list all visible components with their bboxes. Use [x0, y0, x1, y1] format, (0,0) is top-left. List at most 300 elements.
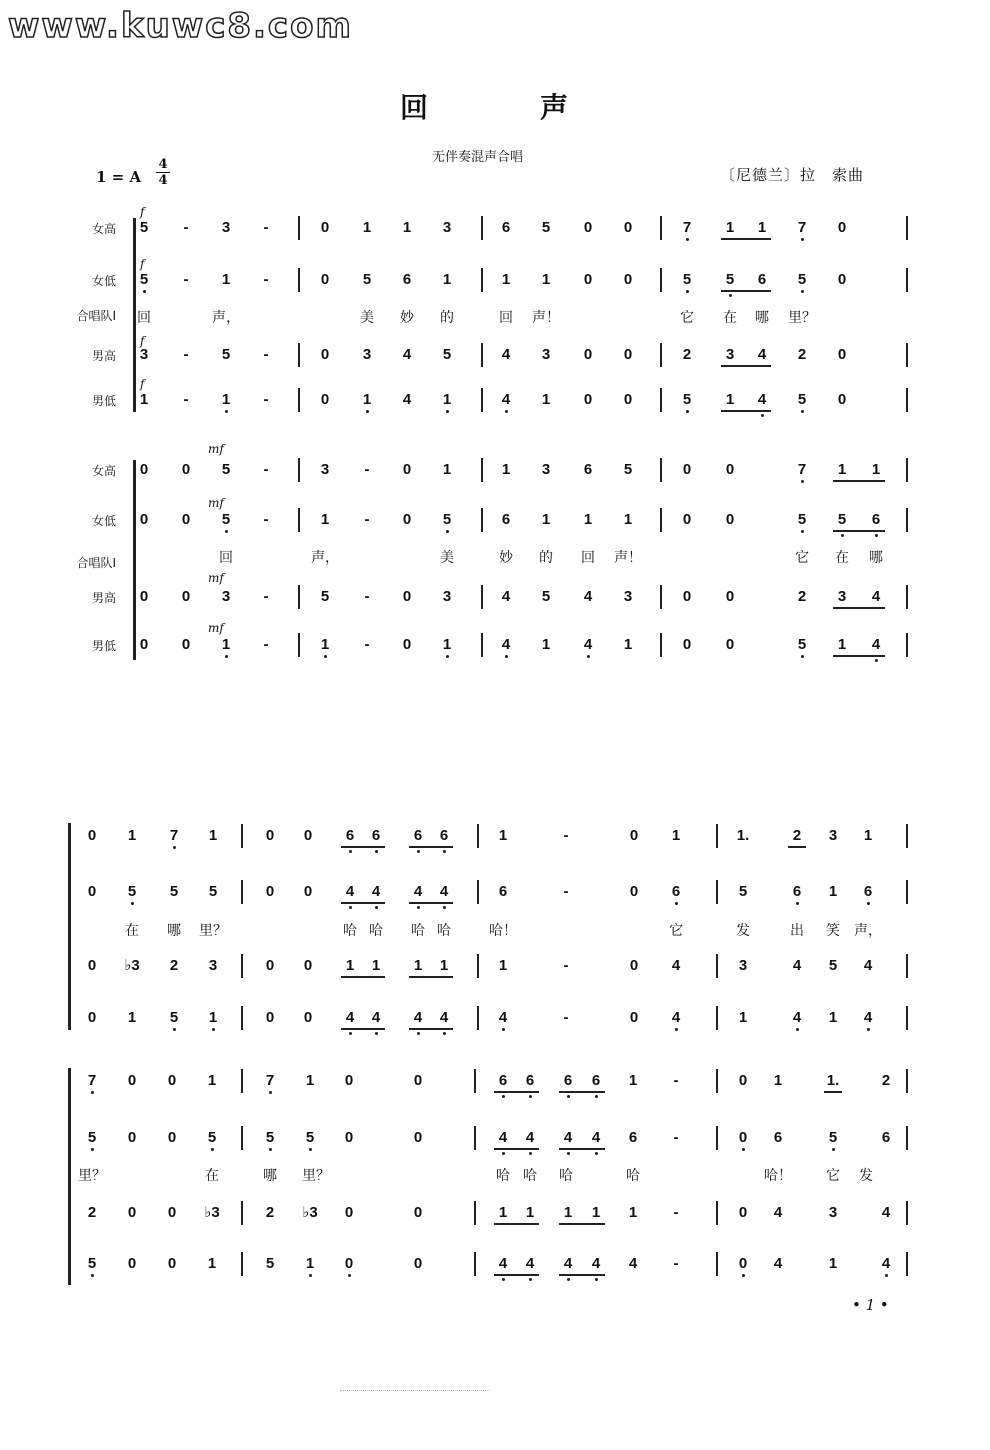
system-3-lyric: 哈 [411, 922, 425, 938]
system-4-note: 4 [525, 1129, 535, 1146]
system-1-lyric: 声， [212, 309, 240, 325]
system-1-note: 6 [501, 219, 511, 236]
system-2-note: 7 [797, 461, 807, 478]
system-3-lyric: 它 [669, 922, 683, 938]
system-4-note: ♭3 [302, 1204, 318, 1221]
system-1-note: - [263, 346, 269, 363]
system-2-note: 1 [501, 461, 511, 478]
system-3-lyric: 出 [790, 922, 804, 938]
system-3-note: 1 [371, 957, 381, 974]
system-3-note: 1 [828, 883, 838, 900]
system-3-note: 1 [208, 827, 218, 844]
system-3-octave-dot [443, 1032, 446, 1035]
system-3-note: 0 [303, 957, 313, 974]
system-3-note: - [563, 957, 569, 974]
system-3-octave-dot [349, 850, 352, 853]
system-4-note: ♭3 [204, 1204, 220, 1221]
system-4-note: 4 [628, 1255, 638, 1272]
system-1-note: 1 [757, 219, 767, 236]
system-2-note: 3 [221, 588, 231, 605]
system-2-note: 1 [871, 461, 881, 478]
system-4-note: 1. [826, 1072, 840, 1089]
system-4-note: 5 [265, 1255, 275, 1272]
system-3-octave-dot [417, 850, 420, 853]
system-1-note: 4 [501, 391, 511, 408]
system-1-note: 0 [837, 271, 847, 288]
system-1-dynamic-3: f [140, 377, 145, 391]
system-4-note: 4 [881, 1204, 891, 1221]
system-2-note: 0 [682, 461, 692, 478]
system-1-lyric: 回 [499, 309, 513, 325]
system-2-note: 0 [181, 588, 191, 605]
system-2-note: - [263, 461, 269, 478]
system-3-lyric: 声， [854, 922, 882, 938]
system-1-note: 7 [797, 219, 807, 236]
system-4-octave-dot [211, 1148, 214, 1151]
system-2-note: - [263, 588, 269, 605]
system-3-barline [906, 954, 908, 978]
system-4-note: 0 [413, 1129, 423, 1146]
system-4-note: 1 [628, 1204, 638, 1221]
system-2-note: 6 [871, 511, 881, 528]
system-4-octave-dot [91, 1148, 94, 1151]
system-2-barline [660, 458, 662, 482]
system-1-barline [481, 388, 483, 412]
system-2-note: 1 [583, 511, 593, 528]
system-3-note: 6 [863, 883, 873, 900]
system-2-octave-dot [225, 530, 228, 533]
system-4-beam [559, 1091, 605, 1093]
system-4-octave-dot [309, 1274, 312, 1277]
system-2-lyric: 回 [581, 549, 595, 565]
system-1-note: 0 [623, 391, 633, 408]
system-2-note: 1 [221, 636, 231, 653]
system-3-note: 5 [208, 883, 218, 900]
system-3-note: 1 [738, 1009, 748, 1026]
system-1-octave-dot [446, 410, 449, 413]
system-4-note: 0 [738, 1072, 748, 1089]
system-3-barline [477, 880, 479, 904]
system-3-octave-dot [131, 902, 134, 905]
system-3-note: 6 [413, 827, 423, 844]
system-1-barline [481, 343, 483, 367]
system-4-note: 1 [828, 1255, 838, 1272]
system-2-lyric: 哪 [869, 549, 883, 565]
system-4-octave-dot [91, 1091, 94, 1094]
system-3-note: 5 [828, 957, 838, 974]
system-4-lyric: 里？ [78, 1167, 106, 1183]
system-1-note: 0 [583, 391, 593, 408]
system-3-lyric: 里？ [199, 922, 227, 938]
system-4-note: 0 [167, 1204, 177, 1221]
system-4-note: 0 [413, 1072, 423, 1089]
system-3-note: - [563, 1009, 569, 1026]
system-4-note: 0 [344, 1129, 354, 1146]
system-3-note: 1 [671, 827, 681, 844]
system-2-note: 3 [623, 588, 633, 605]
system-2-barline [481, 508, 483, 532]
system-3-barline [241, 880, 243, 904]
system-4-barline [906, 1201, 908, 1225]
system-4-octave-dot [348, 1274, 351, 1277]
system-3-note: 1 [828, 1009, 838, 1026]
system-3-octave-dot [417, 1032, 420, 1035]
system-1-note: - [183, 219, 189, 236]
time-signature-bottom: 4 [156, 172, 170, 188]
system-3-barline [906, 880, 908, 904]
system-1-note: - [263, 391, 269, 408]
system-1-note: 5 [797, 271, 807, 288]
system-3-note: 0 [87, 883, 97, 900]
system-2-note: 3 [837, 588, 847, 605]
system-4-lyric: 哈 [626, 1167, 640, 1183]
system-2-note: 5 [442, 511, 452, 528]
system-2-label-a: 女低 [91, 514, 116, 528]
system-4-note: - [673, 1072, 679, 1089]
system-4-note: 0 [413, 1255, 423, 1272]
system-3-barline [716, 824, 718, 848]
system-2-label-choir: 合唱队Ⅰ [76, 556, 116, 570]
system-1-barline [660, 343, 662, 367]
system-4-note: 0 [167, 1129, 177, 1146]
system-4-note: 1 [525, 1204, 535, 1221]
system-2-note: 1 [320, 511, 330, 528]
system-3-note: 4 [439, 883, 449, 900]
system-3-note: 6 [439, 827, 449, 844]
system-2-octave-dot [446, 530, 449, 533]
system-2-lyric: 妙 [499, 549, 513, 565]
system-2-note: 1 [541, 636, 551, 653]
system-1-bracket [133, 218, 136, 412]
system-3-note: 0 [87, 1009, 97, 1026]
system-1-lyric: 里？ [788, 309, 816, 325]
system-1-note: 6 [757, 271, 767, 288]
system-4-note: 5 [305, 1129, 315, 1146]
system-2-note: - [263, 636, 269, 653]
system-2-note: - [364, 588, 370, 605]
system-2-note: 5 [541, 588, 551, 605]
system-1-note: 3 [362, 346, 372, 363]
system-1-barline [906, 268, 908, 292]
system-1-note: 0 [623, 346, 633, 363]
system-4-note: 5 [87, 1129, 97, 1146]
system-2-note: 4 [871, 636, 881, 653]
system-2-note: 0 [402, 636, 412, 653]
system-1-note: 0 [837, 391, 847, 408]
system-1-note: 1 [221, 271, 231, 288]
system-2-note: - [364, 461, 370, 478]
system-4-note: 6 [591, 1072, 601, 1089]
system-4-barline [241, 1201, 243, 1225]
system-3-note: 0 [303, 1009, 313, 1026]
system-4-note: 6 [498, 1072, 508, 1089]
system-4-octave-dot [91, 1274, 94, 1277]
system-3-note: 6 [371, 827, 381, 844]
system-4-note: 0 [738, 1255, 748, 1272]
system-2-beam [833, 530, 885, 532]
system-3-note: 1 [863, 827, 873, 844]
system-2-beam [833, 480, 885, 482]
system-3-octave-dot [375, 906, 378, 909]
system-4-barline [474, 1069, 476, 1093]
system-3-octave-dot [349, 906, 352, 909]
system-2-note: 1 [837, 461, 847, 478]
system-2-octave-dot [875, 659, 878, 662]
system-3-note: 4 [792, 957, 802, 974]
system-1-label-t: 男高 [91, 349, 116, 363]
system-2-note: - [263, 511, 269, 528]
system-4-barline [906, 1252, 908, 1276]
system-1-note: 1 [362, 219, 372, 236]
system-1-note: 5 [682, 391, 692, 408]
system-1-note: 0 [583, 219, 593, 236]
system-2-note: 1 [442, 636, 452, 653]
system-2-dynamic-3: mf [208, 621, 224, 635]
system-4-barline [906, 1126, 908, 1150]
system-4-note: 4 [591, 1255, 601, 1272]
system-3-note: 6 [498, 883, 508, 900]
system-4-note: 0 [127, 1129, 137, 1146]
system-4-note: 5 [207, 1129, 217, 1146]
system-2-barline [660, 585, 662, 609]
system-3-note: 4 [413, 1009, 423, 1026]
system-1-barline [481, 216, 483, 240]
system-1-note: 3 [541, 346, 551, 363]
system-4-note: 4 [591, 1129, 601, 1146]
system-2-octave-dot [801, 480, 804, 483]
system-2-note: 0 [725, 588, 735, 605]
system-4-note: 1 [305, 1072, 315, 1089]
subtitle: 无伴奏混声合唱 [432, 149, 524, 164]
system-3-octave-dot [443, 906, 446, 909]
system-1-note: 7 [682, 219, 692, 236]
system-2-note: 0 [181, 511, 191, 528]
system-3-note: 4 [439, 1009, 449, 1026]
system-4-barline [474, 1252, 476, 1276]
system-3-note: 6 [345, 827, 355, 844]
system-3-note: 4 [498, 1009, 508, 1026]
system-3-octave-dot [867, 1028, 870, 1031]
system-3-lyric: 笑 [826, 922, 840, 938]
system-3-beam [409, 902, 453, 904]
system-2-note: 0 [139, 588, 149, 605]
system-1-barline [906, 216, 908, 240]
system-3-note: 4 [792, 1009, 802, 1026]
system-4-note: 5 [828, 1129, 838, 1146]
system-3-note: 6 [792, 883, 802, 900]
system-4-note: 4 [773, 1255, 783, 1272]
system-3-octave-dot [867, 902, 870, 905]
system-2-note: 5 [320, 588, 330, 605]
system-1-label-b: 男低 [91, 394, 116, 408]
system-4-note: 0 [127, 1204, 137, 1221]
system-4-lyric: 哈！ [764, 1167, 792, 1183]
system-2-lyric: 声！ [614, 549, 642, 565]
system-4-beam [824, 1091, 842, 1093]
system-3-note: 0 [629, 827, 639, 844]
system-3-note: - [563, 883, 569, 900]
system-4-barline [716, 1201, 718, 1225]
system-3-barline [241, 1006, 243, 1030]
system-4-note: 0 [127, 1255, 137, 1272]
system-4-note: 2 [881, 1072, 891, 1089]
system-4-lyric: 在 [205, 1167, 219, 1183]
system-3-note: 1 [127, 827, 137, 844]
system-3-note: 3 [208, 957, 218, 974]
system-3-note: 1 [208, 1009, 218, 1026]
system-4-lyric: 哈 [496, 1167, 510, 1183]
system-4-octave-dot [529, 1278, 532, 1281]
system-3-beam [341, 1028, 385, 1030]
system-2-note: 1 [320, 636, 330, 653]
system-3-note: 4 [371, 883, 381, 900]
system-2-note: 0 [402, 461, 412, 478]
system-1-octave-dot [686, 410, 689, 413]
system-2-dynamic-2: mf [208, 571, 224, 585]
system-3-note: 4 [671, 957, 681, 974]
system-1-note: 4 [757, 391, 767, 408]
system-2-note: 1 [623, 511, 633, 528]
system-3-lyric: 发 [736, 922, 750, 938]
system-1-note: 0 [837, 346, 847, 363]
system-4-barline [241, 1252, 243, 1276]
system-3-note: 5 [169, 1009, 179, 1026]
system-1-note: 0 [320, 219, 330, 236]
system-1-lyric: 哪 [755, 309, 769, 325]
system-1-note: 0 [623, 219, 633, 236]
system-3-octave-dot [675, 902, 678, 905]
system-4-lyric: 哈 [559, 1167, 573, 1183]
system-2-barline [906, 508, 908, 532]
system-1-note: 5 [139, 219, 149, 236]
system-4-note: 6 [881, 1129, 891, 1146]
system-1-note: 1 [139, 391, 149, 408]
system-1-dynamic-2: f [140, 334, 145, 348]
system-2-dynamic-1: mf [208, 496, 224, 510]
system-3-note: - [563, 827, 569, 844]
system-1-label-a: 女低 [91, 274, 116, 288]
system-2-note: 0 [725, 461, 735, 478]
system-4-note: 3 [828, 1204, 838, 1221]
system-4-octave-dot [502, 1095, 505, 1098]
system-4-bracket [68, 1068, 71, 1285]
system-1-note: 4 [757, 346, 767, 363]
system-1-note: 5 [797, 391, 807, 408]
system-3-barline [716, 954, 718, 978]
system-2-note: 4 [583, 588, 593, 605]
system-3-octave-dot [502, 1028, 505, 1031]
system-4-beam [494, 1223, 539, 1225]
system-2-barline [660, 633, 662, 657]
system-3-barline [477, 954, 479, 978]
system-4-note: 1 [207, 1255, 217, 1272]
system-3-note: 6 [671, 883, 681, 900]
system-3-beam [409, 976, 453, 978]
system-1-note: 4 [402, 346, 412, 363]
system-4-beam [494, 1274, 539, 1276]
system-4-note: - [673, 1204, 679, 1221]
system-3-barline [906, 824, 908, 848]
system-4-lyric: 哪 [263, 1167, 277, 1183]
system-4-note: 0 [167, 1255, 177, 1272]
system-4-lyric: 哈 [523, 1167, 537, 1183]
system-4-beam [494, 1148, 539, 1150]
system-2-barline [906, 633, 908, 657]
system-4-barline [241, 1126, 243, 1150]
system-1-note: 1 [541, 391, 551, 408]
system-3-beam [341, 976, 385, 978]
system-4-beam [559, 1223, 605, 1225]
system-2-octave-dot [446, 655, 449, 658]
system-2-lyric: 的 [539, 549, 553, 565]
system-3-note: 4 [671, 1009, 681, 1026]
system-1-label-choir: 合唱队Ⅰ [76, 309, 116, 323]
system-1-lyric: 回 [137, 309, 151, 325]
system-4-octave-dot [502, 1278, 505, 1281]
system-2-barline [906, 585, 908, 609]
time-signature [156, 157, 170, 188]
system-4-note: 4 [563, 1255, 573, 1272]
system-3-note: 0 [87, 827, 97, 844]
system-3-note: 0 [265, 827, 275, 844]
system-2-note: 0 [682, 511, 692, 528]
system-4-note: 0 [738, 1204, 748, 1221]
system-1-note: 1 [541, 271, 551, 288]
system-2-bracket [133, 460, 136, 660]
system-1-note: 1 [221, 391, 231, 408]
system-2-note: 4 [871, 588, 881, 605]
system-1-note: 1 [402, 219, 412, 236]
system-1-lyric: 的 [440, 309, 454, 325]
system-3-beam [788, 846, 806, 848]
system-4-octave-dot [529, 1152, 532, 1155]
system-2-barline [906, 458, 908, 482]
system-1-note: 1 [725, 391, 735, 408]
system-2-note: 0 [139, 461, 149, 478]
system-2-note: 0 [725, 636, 735, 653]
system-2-octave-dot [801, 530, 804, 533]
system-2-note: 1 [541, 511, 551, 528]
system-2-octave-dot [875, 534, 878, 537]
system-2-lyric: 回 [219, 549, 233, 565]
system-1-note: 3 [725, 346, 735, 363]
system-1-note: 5 [442, 346, 452, 363]
system-2-note: 4 [501, 588, 511, 605]
system-2-label-b: 男低 [91, 639, 116, 653]
system-1-note: 1 [362, 391, 372, 408]
system-2-note: 6 [501, 511, 511, 528]
system-2-note: 0 [682, 636, 692, 653]
system-4-octave-dot [269, 1091, 272, 1094]
system-1-octave-dot [505, 410, 508, 413]
system-2-barline [298, 458, 300, 482]
system-3-note: ♭3 [124, 957, 140, 974]
system-3-beam [341, 902, 385, 904]
system-1-barline [298, 388, 300, 412]
system-2-note: 0 [682, 588, 692, 605]
system-3-lyric: 哈！ [489, 922, 517, 938]
system-2-note: 0 [181, 636, 191, 653]
system-3-note: 0 [265, 1009, 275, 1026]
system-3-note: 0 [629, 1009, 639, 1026]
system-2-note: - [364, 636, 370, 653]
system-1-lyric: 美 [360, 309, 374, 325]
system-1-note: - [263, 271, 269, 288]
system-4-octave-dot [309, 1148, 312, 1151]
system-4-octave-dot [502, 1152, 505, 1155]
system-1-lyric: 在 [723, 309, 737, 325]
system-4-note: - [673, 1255, 679, 1272]
